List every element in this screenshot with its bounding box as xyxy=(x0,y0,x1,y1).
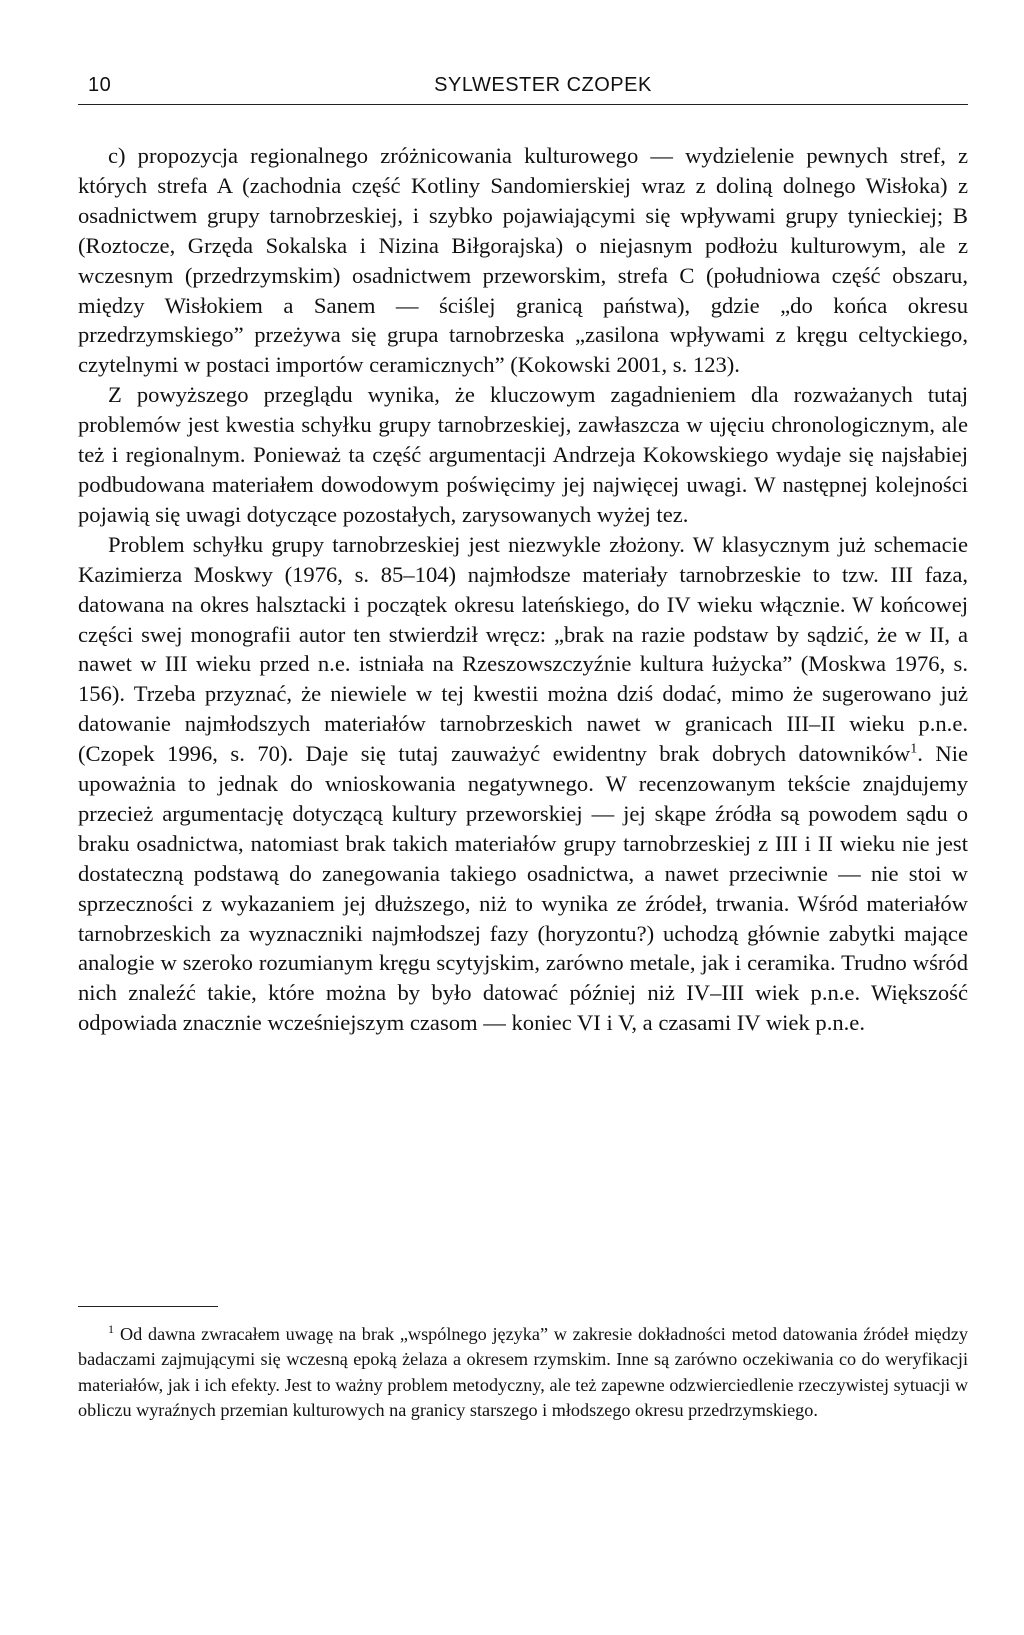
footnote-reference[interactable]: 1 xyxy=(910,741,918,757)
running-header xyxy=(78,74,968,105)
footnote-marker: 1 xyxy=(108,1321,114,1336)
paragraph-text-part: . Nie upoważnia to jednak do wnioskowania negatywnego. W recenzowanym tekście znajdujemy przecież argumentację dotyczącą kultury przeworskiej — jej skąpe źródła są powodem sądu o braku osadnictwa, natomiast brak takich materiałów grupy tarnobrzeskiej z III i II wieku nie jest dostateczną podstawą do zanegowania takiego osadnictwa, a nawet przeciwnie — nie stoi w sprzeczności z wykazaniem jej dłuższego, niż to wynika ze źródeł, trwania. Wśród materiałów tarnobrzeskich za wyznaczniki najmłodszej fazy (horyzontu?) uchodzą głównie zabytki mające analogie w szeroko rozumianym kręgu scytyjskim, zarówno metale, jak i ceramika. Trudno wśród nich znaleźć takie, które można by było datować później niż IV–III wiek p.n.e. Większość odpowiada znacznie wcześniejszym czasom — koniec VI i V, a czasami IV wiek p.n.e. xyxy=(78,741,969,1036)
paragraph-review-summary: Z powyższego przeglądu wynika, że kluczowym zagadnieniem dla rozważanych tutaj problemów jest kwestia schyłku grupy tarnobrzeskiej, zawłaszcza w ujęciu chronologicznym, ale też i regionalnym. Ponieważ ta część argumentacji Andrzeja Kokowskiego wydaje się najsłabiej podbudowana materiałem dowodowym poświęcimy jej najwięcej uwagi. W następnej kolejności pojawią się uwagi dotyczące pozostałych, zarysowanych wyżej tez. xyxy=(78,382,968,527)
footnotes xyxy=(78,1322,968,1424)
paragraph-text-part: Problem schyłku grupy tarnobrzeskiej jest niezwykle złożony. W klasycznym już schemacie Kazimierza Moskwy (1976, s. 85–104) najmłodsze materiały tarnobrzeskie to tzw. III faza, datowana na okres halsztacki i początek okresu lateńskiego, do IV wieku włącznie. W końcowej części swej monografii autor ten stwierdził wręcz: „brak na razie podstaw by sądzić, że w II, a nawet w III wieku przed n.e. istniała na Rzeszowszczyźnie kultura łużycka” (Moskwa 1976, s. 156). Trzeba przyznać, że niewiele w tej kwestii można dziś dodać, mimo że sugerowano już datowanie najmłodszych materiałów tarnobrzeskich nawet w granicach III–II wieku p.n.e. (Czopek 1996, s. 70). Daje się tutaj zauważyć ewidentny brak dobrych datowników xyxy=(78,531,968,767)
running-header-author: SYLWESTER CZOPEK xyxy=(434,74,652,96)
footnote-divider xyxy=(78,1306,218,1307)
page-number: 10 xyxy=(88,74,112,96)
paragraph-tarnobrzeg-decline xyxy=(78,530,968,1038)
footnote-text: Od dawna zwracałem uwagę na brak „wspólnego języka” w zakresie dokładności metod datowania źródeł między badaczami zajmującymi się wczesną epoką żelaza a okresem rzymskim. Inne są zarówno oczekiwania co do weryfikacji materiałów, jak i ich efekty. Jest to ważny problem metodyczny, ale też zapewne odzwierciedlenie rzeczywistej sytuacji w obliczu wyraźnych przemian kulturowych na granicy starszego i młodszego okresu przedrzymskiego. xyxy=(78,1324,968,1421)
paragraph-regional-proposal: c) propozycja regionalnego zróżnicowania kulturowego — wydzielenie pewnych stref, z których strefa A (zachodnia część Kotliny Sandomierskiej wraz z doliną dolnego Wisłoka) z osadnictwem grupy tarnobrzeskiej, i szybko pojawiającymi się wpływami grupy tynieckiej; B (Roztocze, Grzęda Sokalska i Nizina Biłgorajska) o niejasnym podłożu kulturowym, ale z wczesnym (przedrzymskim) osadnictwem przeworskim, strefa C (południowa część obszaru, między Wisłokiem a Sanem — ściślej granicą państwa), gdzie „do końca okresu przedrzymskiego” przeżywa się grupa tarnobrzeska „zasilona wpływami z kręgu celtyckiego, czytelnymi w postaci importów ceramicznych” (Kokowski 2001, s. 123). xyxy=(78,143,968,378)
body-text xyxy=(78,141,968,1038)
footnote xyxy=(78,1322,968,1424)
